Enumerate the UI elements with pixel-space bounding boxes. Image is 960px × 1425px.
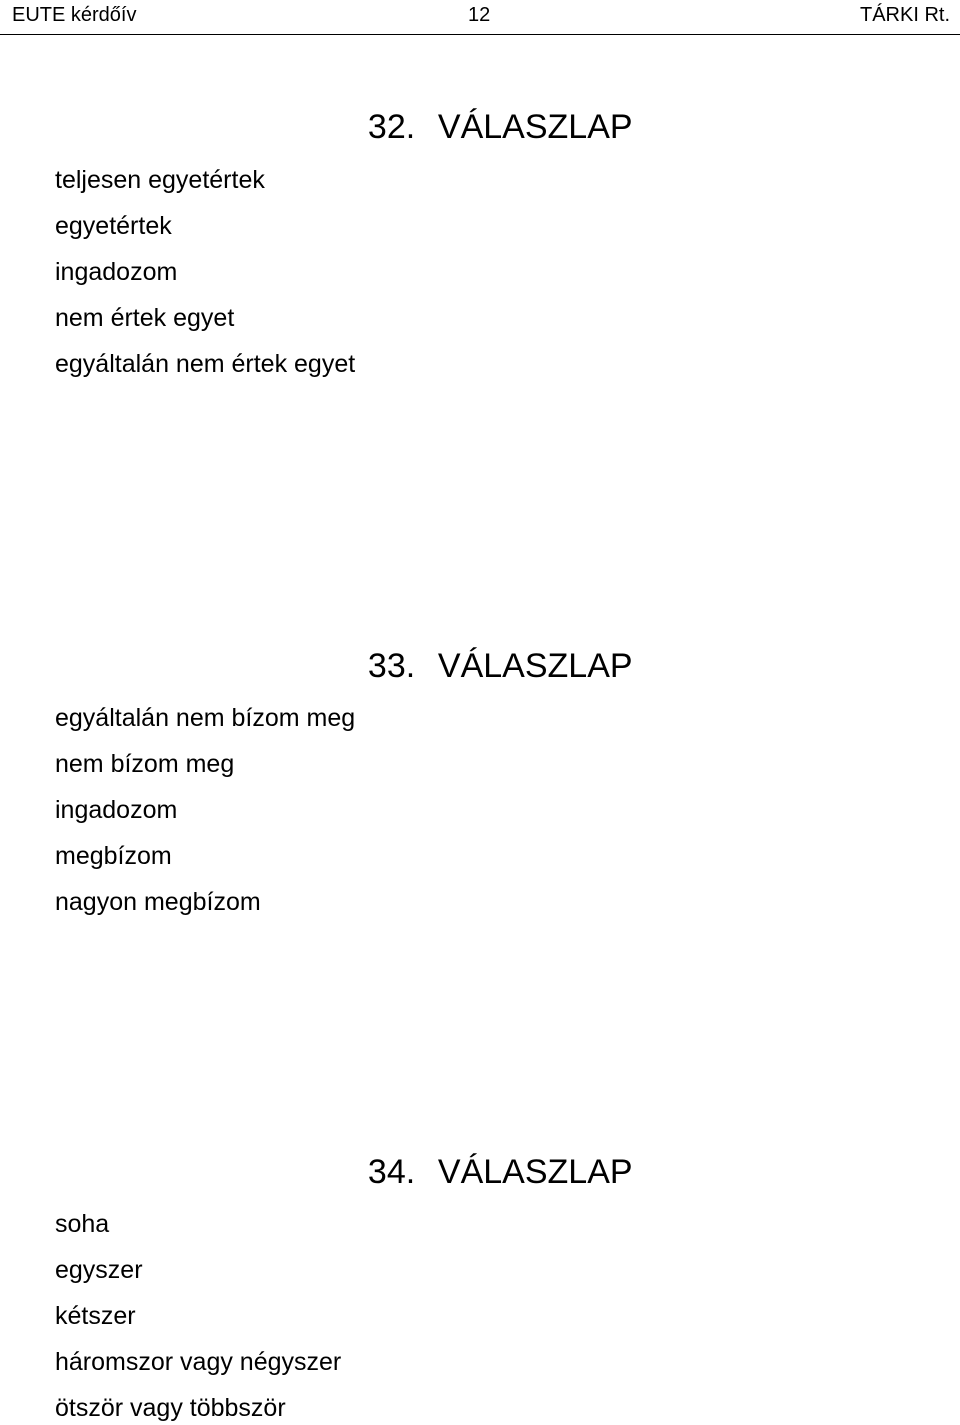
answer-option: megbízom — [55, 842, 172, 870]
answer-option: egyszer — [55, 1256, 143, 1284]
answer-option: egyetértek — [55, 212, 172, 240]
answer-option: teljesen egyetértek — [55, 166, 265, 194]
answer-option: egyáltalán nem értek egyet — [55, 350, 356, 378]
answer-option: nem bízom meg — [55, 750, 235, 778]
document-title: EUTE kérdőív — [12, 4, 137, 26]
section-title-34 — [349, 1115, 633, 1191]
section-title-33 — [349, 609, 633, 685]
answer-option: soha — [55, 1210, 110, 1238]
page-header — [0, 0, 960, 35]
organization-name: TÁRKI Rt. — [859, 4, 950, 26]
answer-option: ingadozom — [55, 258, 178, 286]
answer-option: kétszer — [55, 1302, 136, 1330]
section-number: 34. — [367, 1153, 416, 1191]
answer-option: háromszor vagy négyszer — [55, 1348, 342, 1376]
section-title-32 — [349, 70, 633, 146]
section-number: 33. — [367, 647, 416, 685]
section-heading: VÁLASZLAP — [437, 108, 633, 146]
section-heading: VÁLASZLAP — [437, 647, 633, 685]
answer-options-32 — [55, 157, 355, 387]
section-heading: VÁLASZLAP — [437, 1153, 633, 1191]
page-number: 12 — [468, 4, 491, 26]
answer-option: ingadozom — [55, 796, 178, 824]
answer-option: egyáltalán nem bízom meg — [55, 704, 356, 732]
section-number: 32. — [367, 108, 416, 146]
answer-options-34 — [55, 1201, 341, 1425]
answer-option: ötször vagy többször — [55, 1394, 286, 1422]
answer-option: nem értek egyet — [55, 304, 235, 332]
answer-option: nagyon megbízom — [55, 888, 261, 916]
answer-options-33 — [55, 695, 355, 925]
